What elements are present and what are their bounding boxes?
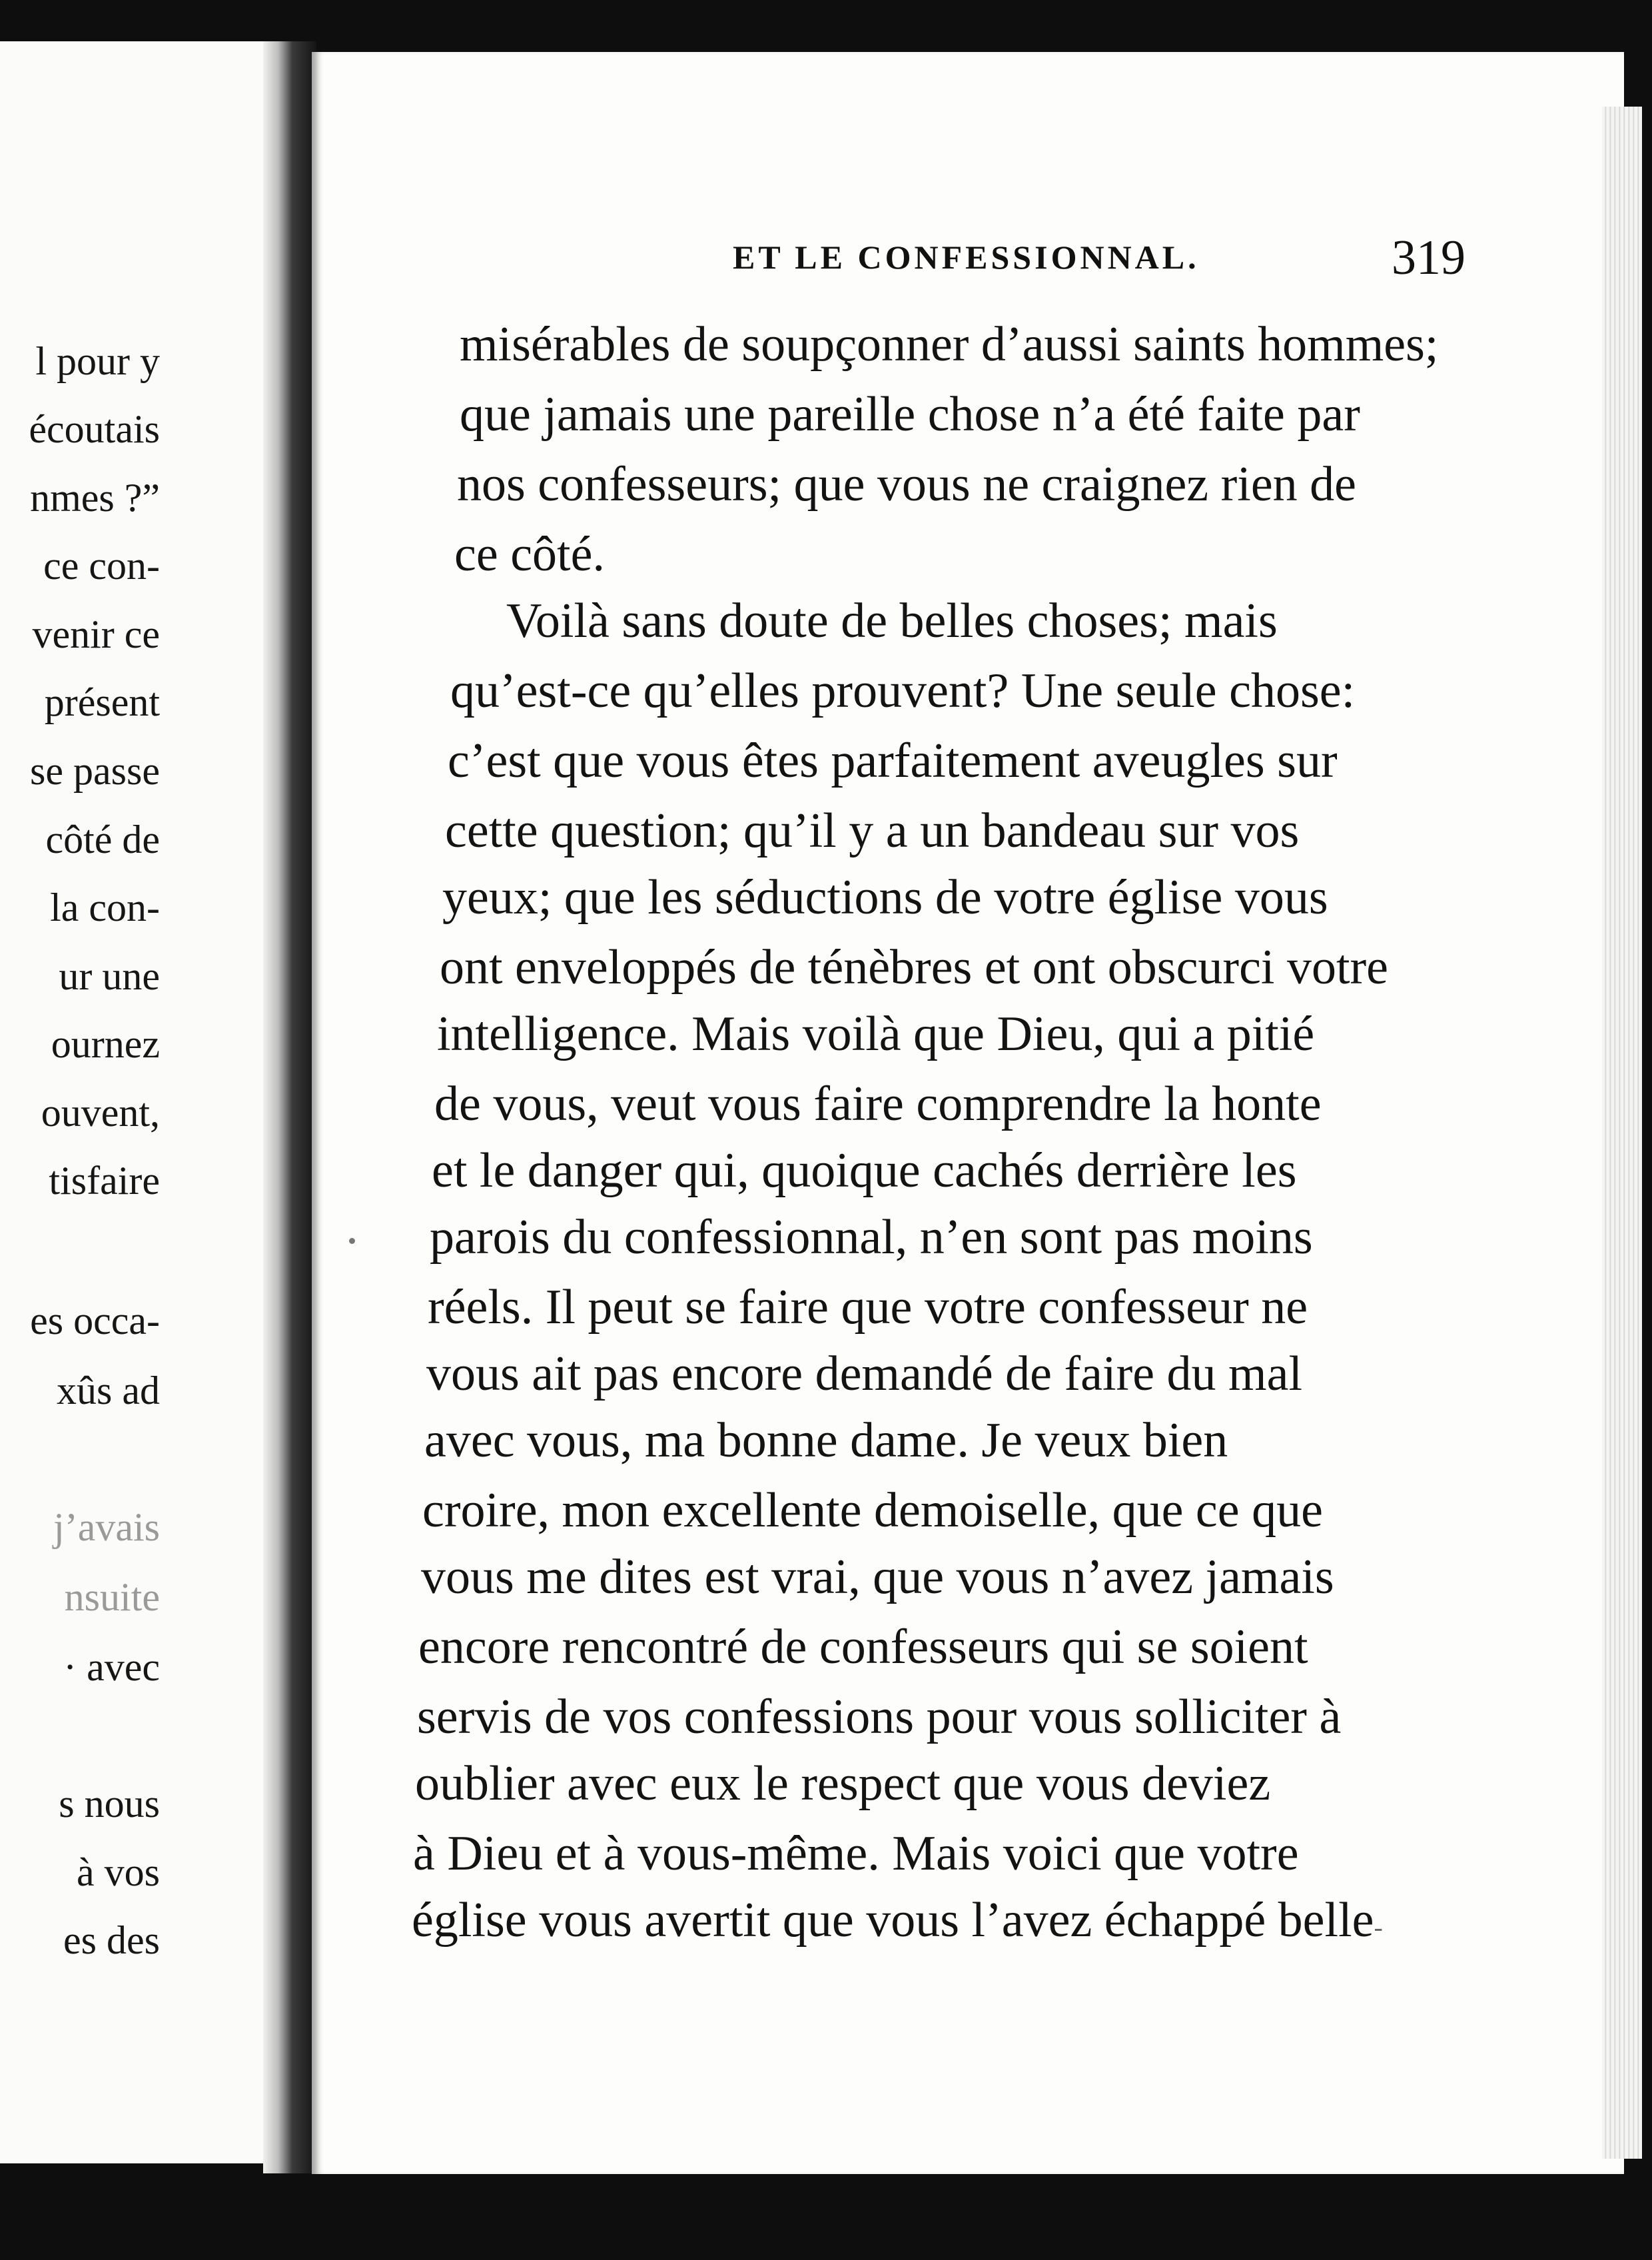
body-line: avec vous, ma bonne dame. Je veux bien bbox=[424, 1413, 1228, 1468]
left-page-line: es occa- bbox=[30, 1299, 160, 1343]
body-line bbox=[412, 1893, 1383, 1948]
left-page-line: es des bbox=[63, 1918, 160, 1962]
left-page-line: ournez bbox=[51, 1022, 160, 1066]
body-line: c’est que vous êtes parfaitement aveugles sur bbox=[448, 734, 1338, 788]
body-line: misérables de soupçonner d’aussi saints hommes; bbox=[460, 317, 1439, 372]
body-line: ont enveloppés de ténèbres et ont obscurci votre bbox=[440, 940, 1389, 995]
left-page-line: nsuite bbox=[64, 1575, 160, 1619]
body-line: vous ait pas encore demandé de faire du mal bbox=[426, 1347, 1303, 1401]
left-page-line: se passe bbox=[30, 749, 160, 793]
left-page-line: à vos bbox=[77, 1850, 160, 1894]
body-line: à Dieu et à vous-même. Mais voici que votre bbox=[413, 1826, 1299, 1881]
left-page-line: nmes ?” bbox=[30, 476, 160, 520]
page-number: 319 bbox=[1392, 231, 1465, 285]
body-line: Voilà sans doute de belles choses; mais bbox=[506, 594, 1278, 648]
left-page-line: l pour y bbox=[35, 339, 160, 383]
left-page-line: j’avais bbox=[53, 1505, 160, 1549]
body-line: cette question; qu’il y a un bandeau sur vos bbox=[445, 804, 1300, 858]
left-page-line: présent bbox=[44, 680, 160, 724]
body-line: croire, mon excellente demoiselle, que ce que bbox=[422, 1483, 1323, 1538]
ink-speck bbox=[349, 1238, 355, 1244]
body-line: de vous, veut vous faire comprendre la honte bbox=[434, 1077, 1322, 1131]
left-page-line: côté de bbox=[45, 818, 160, 861]
body-line: parois du confessionnal, n’en sont pas moins bbox=[430, 1210, 1313, 1265]
left-page-line: · avec bbox=[63, 1645, 160, 1689]
left-page-line: la con- bbox=[50, 885, 160, 929]
body-line: oublier avec eux le respect que vous deviez bbox=[415, 1756, 1271, 1811]
left-page-line: xûs ad bbox=[57, 1369, 160, 1412]
left-page-line: écoutais bbox=[29, 407, 160, 451]
body-line: yeux; que les séductions de votre église vous bbox=[442, 870, 1328, 925]
hyphen-mark: - bbox=[1374, 1912, 1383, 1942]
body-line: ce côté. bbox=[454, 527, 605, 582]
left-page-line: venir ce bbox=[32, 612, 160, 656]
body-line: vous me dites est vrai, que vous n’avez jamais bbox=[421, 1550, 1334, 1604]
body-line: intelligence. Mais voilà que Dieu, qui a pitié bbox=[437, 1007, 1315, 1061]
left-page-line: s nous bbox=[59, 1782, 160, 1826]
left-page-line: tisfaire bbox=[49, 1159, 160, 1203]
left-page-line: ur une bbox=[59, 954, 160, 998]
body-line: nos confesseurs; que vous ne craignez rien de bbox=[457, 457, 1357, 512]
last-line-text: église vous avertit que vous l’avez échappé belle bbox=[412, 1893, 1374, 1948]
left-page-line: ouvent, bbox=[41, 1091, 160, 1135]
running-head: ET LE CONFESSIONNAL. bbox=[733, 239, 1200, 276]
body-line: qu’est-ce qu’elles prouvent? Une seule chose: bbox=[450, 664, 1356, 718]
body-line: encore rencontré de confesseurs qui se soient bbox=[418, 1620, 1308, 1674]
body-line: réels. Il peut se faire que votre confesseur ne bbox=[428, 1280, 1308, 1335]
left-page-line: ce con- bbox=[43, 544, 160, 588]
body-line: que jamais une pareille chose n’a été faite par bbox=[460, 387, 1360, 442]
body-line: servis de vos confessions pour vous solliciter à bbox=[417, 1690, 1342, 1744]
body-line: et le danger qui, quoique cachés derrière les bbox=[432, 1143, 1297, 1198]
